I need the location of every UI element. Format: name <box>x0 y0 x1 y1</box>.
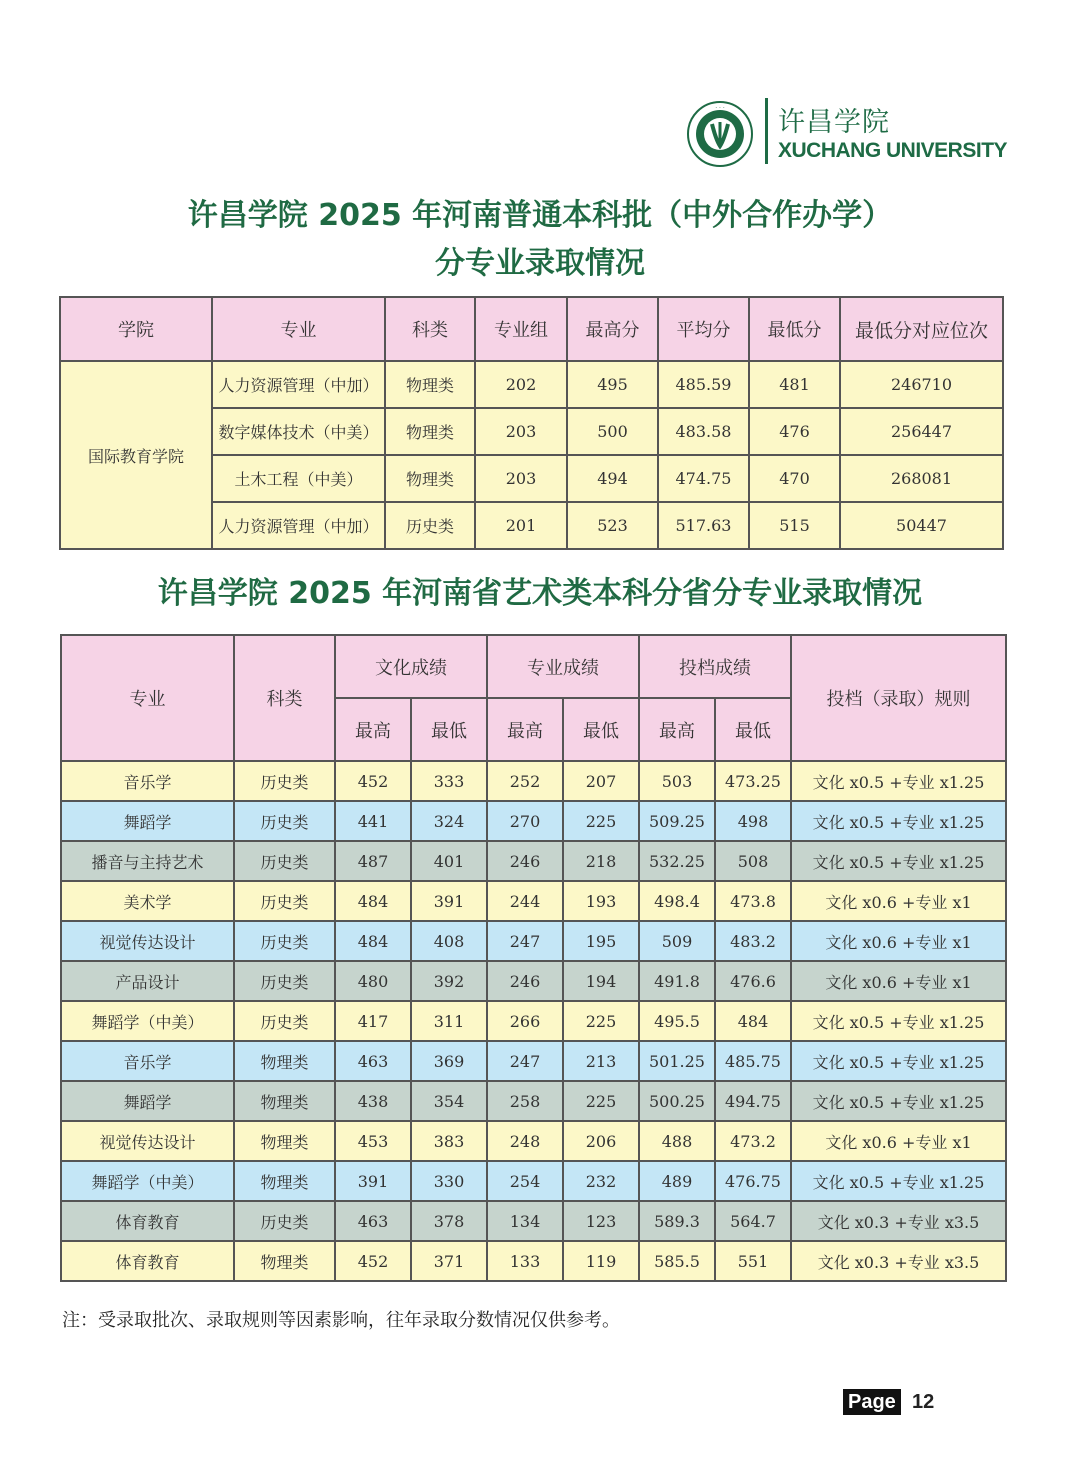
cell: 文化 x0.5 +专业 x1.25 <box>791 1161 1006 1201</box>
header-major: 专业 <box>212 297 385 361</box>
cell: 500 <box>567 408 658 455</box>
cell: 383 <box>411 1121 487 1161</box>
cell: 473.25 <box>715 761 791 801</box>
cooperation-admission-table <box>59 296 1004 550</box>
cell: 体育教育 <box>61 1241 234 1281</box>
cell: 218 <box>563 841 639 881</box>
cell: 数字媒体技术（中美） <box>212 408 385 455</box>
cell: 产品设计 <box>61 961 234 1001</box>
cell: 247 <box>487 921 563 961</box>
cell: 历史类 <box>234 761 335 801</box>
cell: 123 <box>563 1201 639 1241</box>
cell: 476 <box>749 408 840 455</box>
cell: 489 <box>639 1161 715 1201</box>
cell: 391 <box>335 1161 411 1201</box>
cell: 441 <box>335 801 411 841</box>
cell: 246 <box>487 841 563 881</box>
table-row <box>61 1081 1006 1121</box>
cell: 498 <box>715 801 791 841</box>
cell: 音乐学 <box>61 1041 234 1081</box>
cell: 舞蹈学 <box>61 1081 234 1121</box>
header-filing-min: 最低 <box>715 698 791 761</box>
cell: 246 <box>487 961 563 1001</box>
cell: 文化 x0.6 +专业 x1 <box>791 881 1006 921</box>
cell: 408 <box>411 921 487 961</box>
cell: 452 <box>335 761 411 801</box>
header-max-score: 最高分 <box>567 297 658 361</box>
cell: 474.75 <box>658 455 749 502</box>
cell: 485.75 <box>715 1041 791 1081</box>
university-name-en: XUCHANG UNIVERSITY <box>778 139 1008 162</box>
cell: 视觉传达设计 <box>61 1121 234 1161</box>
cell: 508 <box>715 841 791 881</box>
cell: 515 <box>749 502 840 549</box>
cell: 文化 x0.5 +专业 x1.25 <box>791 1001 1006 1041</box>
cell: 文化 x0.6 +专业 x1 <box>791 921 1006 961</box>
header-major: 专业 <box>61 635 234 761</box>
cell: 270 <box>487 801 563 841</box>
cell: 物理类 <box>234 1241 335 1281</box>
cell: 人力资源管理（中加） <box>212 502 385 549</box>
cell: 历史类 <box>234 1001 335 1041</box>
cell: 历史类 <box>234 841 335 881</box>
cell: 564.7 <box>715 1201 791 1241</box>
cell: 476.6 <box>715 961 791 1001</box>
cell: 254 <box>487 1161 563 1201</box>
cell: 213 <box>563 1041 639 1081</box>
cell: 文化 x0.3 +专业 x3.5 <box>791 1201 1006 1241</box>
cell: 物理类 <box>234 1121 335 1161</box>
cell: 202 <box>475 361 567 408</box>
cell: 252 <box>487 761 563 801</box>
cell: 476.75 <box>715 1161 791 1201</box>
university-name-cn: 许昌学院 <box>778 107 890 138</box>
table-row <box>61 801 1006 841</box>
cell: 物理类 <box>385 361 475 408</box>
cell: 文化 x0.5 +专业 x1.25 <box>791 761 1006 801</box>
cell: 266 <box>487 1001 563 1041</box>
cell: 物理类 <box>385 408 475 455</box>
cell: 土木工程（中美） <box>212 455 385 502</box>
xuchang-university-seal-icon <box>686 100 754 168</box>
header-culture-min: 最低 <box>411 698 487 761</box>
header-culture-max: 最高 <box>335 698 411 761</box>
cell: 203 <box>475 408 567 455</box>
cell: 417 <box>335 1001 411 1041</box>
cell: 483.2 <box>715 921 791 961</box>
cell: 585.5 <box>639 1241 715 1281</box>
cell: 256447 <box>840 408 1003 455</box>
cell: 201 <box>475 502 567 549</box>
cell: 文化 x0.5 +专业 x1.25 <box>791 1041 1006 1081</box>
cell: 体育教育 <box>61 1201 234 1241</box>
table-row <box>61 961 1006 1001</box>
header-category: 科类 <box>234 635 335 761</box>
cell: 206 <box>563 1121 639 1161</box>
cell: 354 <box>411 1081 487 1121</box>
table-row <box>61 1161 1006 1201</box>
cell: 历史类 <box>234 881 335 921</box>
cell: 195 <box>563 921 639 961</box>
cell: 438 <box>335 1081 411 1121</box>
cell: 378 <box>411 1201 487 1241</box>
cell: 225 <box>563 1081 639 1121</box>
table-row <box>61 1201 1006 1241</box>
cell: 501.25 <box>639 1041 715 1081</box>
cell: 文化 x0.3 +专业 x3.5 <box>791 1241 1006 1281</box>
college-cell: 国际教育学院 <box>60 361 212 549</box>
cell: 232 <box>563 1161 639 1201</box>
cell: 50447 <box>840 502 1003 549</box>
cell: 246710 <box>840 361 1003 408</box>
cell: 473.2 <box>715 1121 791 1161</box>
cell: 324 <box>411 801 487 841</box>
header-min-rank: 最低分对应位次 <box>840 297 1003 361</box>
cell: 物理类 <box>385 455 475 502</box>
table-row <box>61 1001 1006 1041</box>
cell: 物理类 <box>234 1041 335 1081</box>
cell: 历史类 <box>234 921 335 961</box>
cell: 225 <box>563 1001 639 1041</box>
cell: 523 <box>567 502 658 549</box>
footnote: 注：受录取批次、录取规则等因素影响，往年录取分数情况仅供参考。 <box>62 1310 620 1331</box>
page-number: 12 <box>912 1391 935 1413</box>
cell: 371 <box>411 1241 487 1281</box>
cell: 391 <box>411 881 487 921</box>
cell: 历史类 <box>385 502 475 549</box>
cell: 551 <box>715 1241 791 1281</box>
cell: 244 <box>487 881 563 921</box>
table-row <box>61 921 1006 961</box>
cell: 美术学 <box>61 881 234 921</box>
table2-title: 许昌学院 2025 年河南省艺术类本科分省分专业录取情况 <box>157 576 923 611</box>
cell: 历史类 <box>234 961 335 1001</box>
cell: 481 <box>749 361 840 408</box>
cell: 225 <box>563 801 639 841</box>
table-row <box>61 1121 1006 1161</box>
table-row <box>61 1241 1006 1281</box>
cell: 文化 x0.6 +专业 x1 <box>791 961 1006 1001</box>
cell: 491.8 <box>639 961 715 1001</box>
cell: 392 <box>411 961 487 1001</box>
page-label: Page <box>843 1389 901 1415</box>
cell: 401 <box>411 841 487 881</box>
cell: 134 <box>487 1201 563 1241</box>
cell: 500.25 <box>639 1081 715 1121</box>
cell: 247 <box>487 1041 563 1081</box>
art-admission-table <box>60 634 1007 1282</box>
cell: 453 <box>335 1121 411 1161</box>
cell: 488 <box>639 1121 715 1161</box>
cell: 物理类 <box>234 1081 335 1121</box>
cell: 485.59 <box>658 361 749 408</box>
cell: 509 <box>639 921 715 961</box>
cell: 484 <box>335 881 411 921</box>
cell: 589.3 <box>639 1201 715 1241</box>
cell: 248 <box>487 1121 563 1161</box>
cell: 311 <box>411 1001 487 1041</box>
cell: 播音与主持艺术 <box>61 841 234 881</box>
cell: 470 <box>749 455 840 502</box>
header-admission-rule: 投档（录取）规则 <box>791 635 1006 761</box>
cell: 494 <box>567 455 658 502</box>
cell: 483.58 <box>658 408 749 455</box>
cell: 480 <box>335 961 411 1001</box>
cell: 484 <box>335 921 411 961</box>
cell: 484 <box>715 1001 791 1041</box>
cell: 133 <box>487 1241 563 1281</box>
cell: 463 <box>335 1201 411 1241</box>
header-professional-max: 最高 <box>487 698 563 761</box>
cell: 文化 x0.5 +专业 x1.25 <box>791 841 1006 881</box>
table-row <box>60 361 1003 408</box>
header-culture-score: 文化成绩 <box>335 635 487 698</box>
cell: 503 <box>639 761 715 801</box>
cell: 舞蹈学（中美） <box>61 1001 234 1041</box>
cell: 文化 x0.5 +专业 x1.25 <box>791 801 1006 841</box>
header-category: 科类 <box>385 297 475 361</box>
cell: 文化 x0.6 +专业 x1 <box>791 1121 1006 1161</box>
header-filing-score: 投档成绩 <box>639 635 791 698</box>
cell: 330 <box>411 1161 487 1201</box>
cell: 音乐学 <box>61 761 234 801</box>
cell: 203 <box>475 455 567 502</box>
cell: 333 <box>411 761 487 801</box>
table-row <box>61 881 1006 921</box>
cell: 487 <box>335 841 411 881</box>
cell: 历史类 <box>234 801 335 841</box>
cell: 494.75 <box>715 1081 791 1121</box>
logo-divider <box>765 98 768 164</box>
cell: 207 <box>563 761 639 801</box>
svg-text:· · ·: · · · <box>715 105 725 112</box>
cell: 舞蹈学（中美） <box>61 1161 234 1201</box>
table1-title-line2: 分专业录取情况 <box>435 246 645 281</box>
cell: 人力资源管理（中加） <box>212 361 385 408</box>
cell: 物理类 <box>234 1161 335 1201</box>
header-college: 学院 <box>60 297 212 361</box>
table-row <box>61 1041 1006 1081</box>
cell: 498.4 <box>639 881 715 921</box>
header-min-score: 最低分 <box>749 297 840 361</box>
header-avg-score: 平均分 <box>658 297 749 361</box>
header-filing-max: 最高 <box>639 698 715 761</box>
cell: 历史类 <box>234 1201 335 1241</box>
cell: 495.5 <box>639 1001 715 1041</box>
cell: 509.25 <box>639 801 715 841</box>
cell: 517.63 <box>658 502 749 549</box>
cell: 119 <box>563 1241 639 1281</box>
cell: 369 <box>411 1041 487 1081</box>
cell: 452 <box>335 1241 411 1281</box>
cell: 视觉传达设计 <box>61 921 234 961</box>
cell: 463 <box>335 1041 411 1081</box>
cell: 268081 <box>840 455 1003 502</box>
header-professional-score: 专业成绩 <box>487 635 639 698</box>
cell: 495 <box>567 361 658 408</box>
table-row <box>61 761 1006 801</box>
cell: 532.25 <box>639 841 715 881</box>
cell: 473.8 <box>715 881 791 921</box>
cell: 193 <box>563 881 639 921</box>
cell: 文化 x0.5 +专业 x1.25 <box>791 1081 1006 1121</box>
table1-title-line1: 许昌学院 2025 年河南普通本科批（中外合作办学） <box>187 198 893 233</box>
header-professional-min: 最低 <box>563 698 639 761</box>
cell: 舞蹈学 <box>61 801 234 841</box>
cell: 258 <box>487 1081 563 1121</box>
table-row <box>61 841 1006 881</box>
header-major-group: 专业组 <box>475 297 567 361</box>
cell: 194 <box>563 961 639 1001</box>
